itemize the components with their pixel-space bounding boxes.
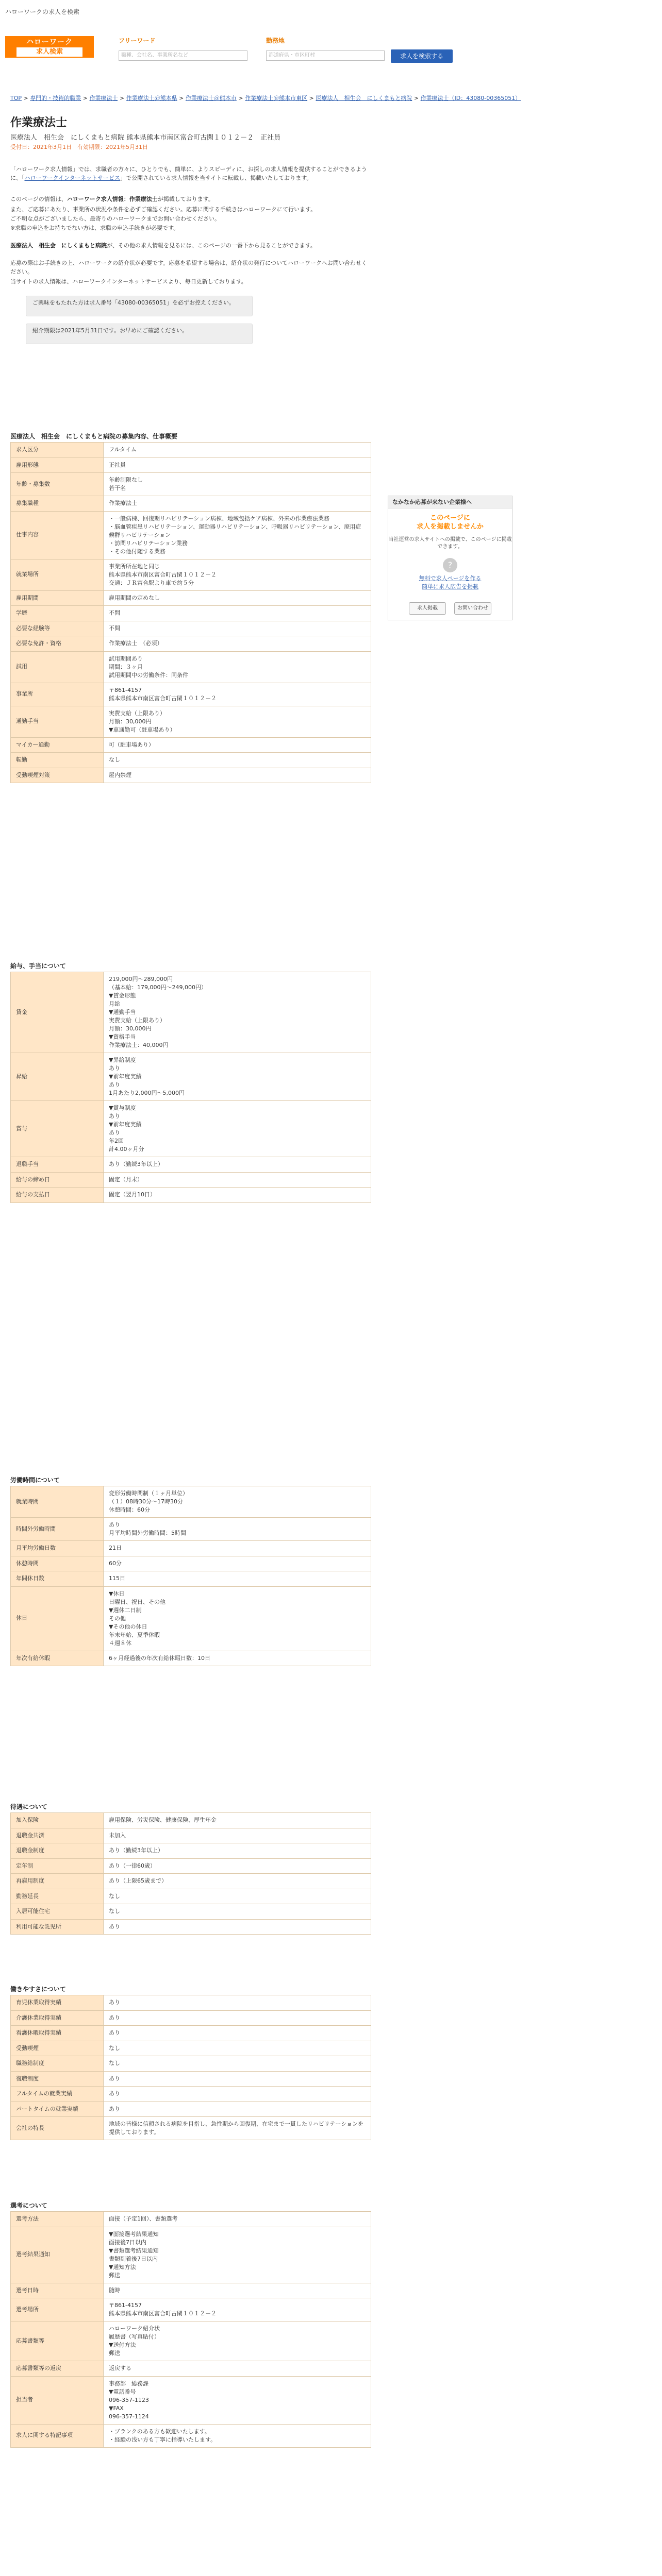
advertise-box-header: なかなか応募が来ない企業様へ — [388, 496, 512, 509]
table-row — [11, 2227, 371, 2283]
row-value: 〒861-4157 熊本県熊本市南区富合町古閑１０１２－２ — [104, 2298, 371, 2321]
row-label: パートタイムの就業実績 — [11, 2102, 104, 2117]
table-row — [11, 2041, 371, 2056]
row-value: ・一般病棟、回復期リハビリテーション病棟、地域包括ケア病棟、外来の作業療法業務 ・脳血管疾患リハビリテーション、運動器リハビリテーション、呼吸器リハビリテーション、廃用症候群リハビリテーション ・訪問リハビリテーション業務 ・その他付随する業務 — [104, 511, 371, 559]
site-logo[interactable] — [5, 36, 94, 58]
row-label: 事業所 — [11, 683, 104, 706]
breadcrumb-item[interactable]: 作業療法士＠熊本市東区 — [245, 95, 308, 101]
row-label: 昇給 — [11, 1053, 104, 1101]
row-label: 必要な免許・資格 — [11, 636, 104, 652]
breadcrumb-item[interactable]: 作業療法士 — [89, 95, 118, 101]
table-row — [11, 768, 371, 783]
row-value: 〒861-4157 熊本県熊本市南区富合町古閑１０１２－２ — [104, 683, 371, 706]
row-value: ▼面接選考結果通知 面接後7日以内 ▼書類選考結果通知 書類到着後7日以内 ▼通知方法 郵送 — [104, 2227, 371, 2283]
headline-line-2: 求人を掲載しませんか — [416, 523, 484, 531]
row-value: あり — [104, 1919, 371, 1935]
table-row — [11, 1904, 371, 1920]
post-job-button[interactable]: 求人掲載 — [409, 602, 446, 615]
table-row — [11, 2212, 371, 2227]
row-value: 21日 — [104, 1541, 371, 1556]
headline-line-1: このページに — [430, 514, 470, 522]
table-wage — [10, 972, 371, 1203]
row-value: あり — [104, 2010, 371, 2026]
row-value: 60分 — [104, 1556, 371, 1571]
table-row — [11, 511, 371, 559]
row-label: 時間外労働時間 — [11, 1518, 104, 1541]
row-value: 面接（予定1回）、書類選考 — [104, 2212, 371, 2227]
job-number-notice: ご興味をもたれた方は求人番号「43080-00365051」を必ずお控えください。 — [26, 296, 253, 316]
row-value: あり — [104, 2102, 371, 2117]
table-recruit — [10, 442, 371, 783]
row-value: あり — [104, 1995, 371, 2011]
row-label: 学歴 — [11, 606, 104, 621]
table-row — [11, 496, 371, 512]
table-row — [11, 1828, 371, 1843]
row-value: 115日 — [104, 1571, 371, 1587]
row-label: 必要な経験等 — [11, 621, 104, 636]
row-value: 試用期間あり 期間：３ヶ月 試用期間中の労働条件：同条件 — [104, 651, 371, 683]
row-label: 定年制 — [11, 1858, 104, 1874]
row-value: 事務部 総務課 ▼電話番号 096-357-1123 ▼FAX 096-357-1124 — [104, 2376, 371, 2424]
table-row — [11, 706, 371, 737]
table-row — [11, 606, 371, 621]
breadcrumb-item[interactable]: 作業療法士＠熊本県 — [126, 95, 177, 101]
breadcrumb-item[interactable]: 医療法人 相生会 にしくまもと病院 — [316, 95, 412, 101]
table-row — [11, 2087, 371, 2102]
table-row — [11, 1919, 371, 1935]
row-label: 雇用形態 — [11, 457, 104, 473]
logo-line-2: 求人検索 — [16, 47, 82, 57]
intro-paragraph-5: ※求職の申込をお持ちでない方は、求職の申込手続きが必要です。 — [10, 225, 179, 231]
row-value: フルタイム — [104, 443, 371, 458]
intro-paragraph-1 — [10, 165, 371, 182]
row-value: 実費支給（上限あり） 月額：30,000円 ▼車通勤可（駐車場あり） — [104, 706, 371, 737]
row-label: 通勤手当 — [11, 706, 104, 737]
advertise-links — [388, 574, 512, 591]
table-row — [11, 2321, 371, 2361]
row-label: 年次有給休暇 — [11, 1651, 104, 1666]
row-label: 選考方法 — [11, 2212, 104, 2227]
row-value: 不問 — [104, 621, 371, 636]
row-label: 就業場所 — [11, 559, 104, 590]
table-row — [11, 2056, 371, 2072]
row-label: 応募書類等 — [11, 2321, 104, 2361]
table-row — [11, 1157, 371, 1173]
row-label: マイカー通勤 — [11, 737, 104, 753]
table-row — [11, 1518, 371, 1541]
site-tagline: ハローワークの求人を検索 — [5, 8, 80, 15]
table-row — [11, 1889, 371, 1904]
row-label: 退職金共済 — [11, 1828, 104, 1843]
table-row — [11, 621, 371, 636]
location-label: 勤務地 — [266, 37, 285, 44]
row-label: 職務給制度 — [11, 2056, 104, 2072]
intro-text: 「ハローワーク求人情報」では、求職者の方々に、ひとりでも、簡単に、よりスピーディに、お探しの求人情報を提供することができるように、「 — [10, 166, 367, 181]
row-value: 雇用期間の定めなし — [104, 590, 371, 606]
row-label: 求人に関する特記事項 — [11, 2424, 104, 2447]
row-label: 受動喫煙 — [11, 2041, 104, 2056]
row-label: 選考場所 — [11, 2298, 104, 2321]
row-label: 仕事内容 — [11, 511, 104, 559]
table-row — [11, 683, 371, 706]
row-value: なし — [104, 753, 371, 768]
row-value: なし — [104, 1904, 371, 1920]
row-label: 月平均労働日数 — [11, 1541, 104, 1556]
row-value: 作業療法士 （必須） — [104, 636, 371, 652]
freeword-label: フリーワード — [119, 37, 156, 44]
row-value: 可（駐車場あり） — [104, 737, 371, 753]
section-title-apply: 選考について — [10, 2202, 47, 2209]
search-button[interactable]: 求人を検索する — [391, 49, 453, 63]
row-value: ▼賞与制度 あり ▼前年度実績 あり 年2回 計4.00ヶ月分 — [104, 1101, 371, 1157]
advertise-box-note: 当社運営の求人サイトへの掲載で、このページに掲載できます。 — [388, 537, 512, 550]
row-value: 雇用保険、労災保険、健康保険、厚生年金 — [104, 1813, 371, 1828]
row-label: 選考日時 — [11, 2283, 104, 2298]
freeword-input[interactable]: 職種、会社名、事業所名など — [119, 50, 247, 61]
intro-text: このページの情報は、 — [10, 196, 67, 202]
table-apply — [10, 2211, 371, 2448]
row-label: 受動喫煙対策 — [11, 768, 104, 783]
advertise-box-headline — [388, 514, 512, 531]
table-row — [11, 559, 371, 590]
row-label: 退職金制度 — [11, 1843, 104, 1859]
help-icon: ? — [443, 558, 457, 572]
table-row — [11, 2026, 371, 2041]
row-label: 介護休業取得実績 — [11, 2010, 104, 2026]
row-value: 正社員 — [104, 457, 371, 473]
table-row — [11, 1586, 371, 1651]
row-value: なし — [104, 1889, 371, 1904]
table-row — [11, 2071, 371, 2087]
row-label: 雇用期間 — [11, 590, 104, 606]
section-title-env: 働きやすさについて — [10, 1986, 66, 1993]
table-row — [11, 473, 371, 496]
intro-paragraph-8: 当サイトの求人情報は、ハローワークインターネットサービスより、毎日更新しております。 — [10, 278, 247, 285]
row-label: 選考結果通知 — [11, 2227, 104, 2283]
table-row — [11, 1172, 371, 1188]
table-row — [11, 1101, 371, 1157]
table-row — [11, 1556, 371, 1571]
row-value: 事業所所在地と同じ 熊本県熊本市南区富合町古閑１０１２－２ 交通：ＪＲ富合駅より車で約５分 — [104, 559, 371, 590]
table-row — [11, 1571, 371, 1587]
row-label: 賞与 — [11, 1101, 104, 1157]
row-label: 休憩時間 — [11, 1556, 104, 1571]
row-value: 地域の皆様に信頼される病院を目指し、急性期から回復期、在宅まで一貫したリハビリテーションを提供しております。 — [104, 2117, 371, 2140]
row-value: ▼休日 日曜日、祝日、その他 ▼週休二日制 その他 ▼その他の休日 年末年始、夏季休暇 ４週８休 — [104, 1586, 371, 1651]
row-label: 求人区分 — [11, 443, 104, 458]
section-title-recruit: 医療法人 相生会 にしくまもと病院の募集内容、仕事概要 — [10, 433, 178, 440]
location-input[interactable]: 都道府県・市区町村 — [266, 50, 385, 61]
table-row — [11, 753, 371, 768]
row-value: あり — [104, 2087, 371, 2102]
table-row — [11, 2361, 371, 2377]
create-page-link[interactable]: 無料で求人ページを作る — [419, 575, 482, 582]
table-row — [11, 1874, 371, 1889]
row-value: あり（上限65歳まで） — [104, 1874, 371, 1889]
hellowork-internet-link[interactable]: ハローワークインターネットサービス — [24, 175, 120, 181]
row-label: 勤務延長 — [11, 1889, 104, 1904]
table-row — [11, 737, 371, 753]
intro-text: 」で公開されている求人情報を当サイトに転載し、掲載いたしております。 — [120, 175, 312, 181]
intro-paragraph-7: 応募の際はお手続きの上、ハローワークの紹介状が必要です。応募を希望する場合は、紹介状の発行についてハローワークへお問い合わせください。 — [10, 260, 367, 275]
row-label: 試用 — [11, 651, 104, 683]
job-dates: 受付日：2021年3月1日 有効期限：2021年5月31日 — [10, 144, 148, 150]
table-row — [11, 1995, 371, 2011]
intro-emphasis: 医療法人 相生会 にしくまもと病院 — [10, 242, 107, 249]
row-label: 転勤 — [11, 753, 104, 768]
row-label: 休日 — [11, 1586, 104, 1651]
breadcrumb-item[interactable]: 作業療法士（ID：43080-00365051） — [420, 95, 521, 101]
table-welfare — [10, 1812, 371, 1935]
intro-paragraph-2 — [10, 195, 371, 204]
row-value: あり — [104, 2071, 371, 2087]
row-label: 利用可能な託児所 — [11, 1919, 104, 1935]
page-title: 作業療法士 — [10, 116, 68, 129]
breadcrumb-item[interactable]: 作業療法士＠熊本市 — [185, 95, 237, 101]
row-label: 年間休日数 — [11, 1571, 104, 1587]
table-row — [11, 972, 371, 1053]
intro-paragraph-4: ご不明な点がございましたら、最寄りのハローワークまでお問い合わせください。 — [10, 215, 220, 222]
logo-line-1: ハローワーク — [26, 38, 73, 46]
row-value: あり（勤続3年以上） — [104, 1843, 371, 1859]
table-row — [11, 2376, 371, 2424]
row-value: 屋内禁煙 — [104, 768, 371, 783]
table-row — [11, 2117, 371, 2140]
intro-text: が、その他の求人情報を見るには、このページの一番下から見ることができます。 — [107, 242, 316, 249]
table-row — [11, 1858, 371, 1874]
row-value: ハローワーク紹介状 履歴書（写真貼付） ▼送付方法 郵送 — [104, 2321, 371, 2361]
row-value: 年齢制限なし 若干名 — [104, 473, 371, 496]
post-ad-link[interactable]: 簡単に求人広告を掲載 — [422, 583, 478, 590]
table-row — [11, 1486, 371, 1518]
row-value: あり（勤続3年以上） — [104, 1157, 371, 1173]
table-row — [11, 1651, 371, 1666]
table-row — [11, 1843, 371, 1859]
company-line: 医療法人 相生会 にしくまもと病院 熊本県熊本市南区富合町古閑１０１２－２ 正社員 — [10, 134, 281, 142]
row-value: 未加入 — [104, 1828, 371, 1843]
table-time — [10, 1486, 371, 1666]
row-label: 給与の締め日 — [11, 1172, 104, 1188]
row-label: 募集職種 — [11, 496, 104, 512]
row-label: 育児休業取得実績 — [11, 1995, 104, 2011]
table-row — [11, 1813, 371, 1828]
table-row — [11, 2424, 371, 2447]
row-label: 復職制度 — [11, 2071, 104, 2087]
table-row — [11, 2102, 371, 2117]
advertise-box — [388, 496, 512, 620]
contact-button[interactable]: お問い合わせ — [454, 602, 491, 615]
row-label: 入居可能住宅 — [11, 1904, 104, 1920]
breadcrumb-item[interactable]: 専門的・技術的職業 — [30, 95, 81, 101]
row-label: フルタイムの就業実績 — [11, 2087, 104, 2102]
row-label: 退職手当 — [11, 1157, 104, 1173]
row-label: 応募書類等の返戻 — [11, 2361, 104, 2377]
table-row — [11, 443, 371, 458]
intro-text: が掲載しております。 — [157, 196, 214, 202]
row-value: なし — [104, 2041, 371, 2056]
intro-emphasis: ハローワーク求人情報：作業療法士 — [67, 196, 158, 202]
intro-paragraph-3: また、ご応募にあたり、事業所の状況や条件を必ずご確認ください。応募に関する手続きはハローワークにて行います。 — [10, 206, 317, 213]
row-value: 固定（月末） — [104, 1172, 371, 1188]
table-row — [11, 651, 371, 683]
row-value: 返戻する — [104, 2361, 371, 2377]
expiry-notice: 紹介期限は2021年5月31日です。お早めにご確認ください。 — [26, 324, 253, 344]
row-value: 不問 — [104, 606, 371, 621]
table-row — [11, 1541, 371, 1556]
row-value: あり（一律60歳） — [104, 1858, 371, 1874]
row-value: 固定（翌月10日） — [104, 1188, 371, 1203]
row-value: あり 月平均時間外労働時間：5時間 — [104, 1518, 371, 1541]
breadcrumb-item[interactable]: TOP — [10, 95, 22, 101]
row-label: 看護休暇取得実績 — [11, 2026, 104, 2041]
row-label: 会社の特長 — [11, 2117, 104, 2140]
row-value: 随時 — [104, 2283, 371, 2298]
row-value: 変形労働時間制（１ヶ月単位） （１）08時30分〜17時30分 休憩時間：60分 — [104, 1486, 371, 1518]
row-value: 作業療法士 — [104, 496, 371, 512]
row-value: 219,000円〜289,000円 （基本給：179,000円〜249,000円） ▼賃金形態 月給 ▼通勤手当 実費支給（上限あり） 月額：30,000円 ▼資格手当 作業療法士：40,000円 — [104, 972, 371, 1053]
table-row — [11, 2298, 371, 2321]
intro-paragraph-6 — [10, 241, 371, 250]
table-row — [11, 636, 371, 652]
table-row — [11, 1053, 371, 1101]
breadcrumb: TOP > 専門的・技術的職業 > 作業療法士 > 作業療法士＠熊本県 > 作業療法士＠熊本市 > 作業療法士＠熊本市東区 > 医療法人 相生会 にしくまもと病院 > 作業療法士（ID：43080-00365051） — [10, 95, 521, 101]
section-title-welfare: 待遇について — [10, 1803, 47, 1810]
row-value: あり — [104, 2026, 371, 2041]
row-label: 年齢・募集数 — [11, 473, 104, 496]
table-row — [11, 590, 371, 606]
row-value: 6ヶ月経過後の年次有給休暇日数：10日 — [104, 1651, 371, 1666]
table-row — [11, 457, 371, 473]
table-env — [10, 1995, 371, 2140]
table-row — [11, 2283, 371, 2298]
row-value: ・ブランクのある方も歓迎いたします。 ・経験の浅い方も丁寧に指導いたします。 — [104, 2424, 371, 2447]
table-row — [11, 1188, 371, 1203]
section-title-wage: 給与、手当について — [10, 962, 66, 970]
row-label: 給与の支払日 — [11, 1188, 104, 1203]
section-title-time: 労働時間について — [10, 1477, 60, 1484]
row-label: 加入保険 — [11, 1813, 104, 1828]
row-label: 再雇用制度 — [11, 1874, 104, 1889]
row-label: 担当者 — [11, 2376, 104, 2424]
row-value: ▼昇給制度 あり ▼前年度実績 あり 1月あたり2,000円〜5,000円 — [104, 1053, 371, 1101]
table-row — [11, 2010, 371, 2026]
row-label: 賃金 — [11, 972, 104, 1053]
row-label: 就業時間 — [11, 1486, 104, 1518]
row-value: なし — [104, 2056, 371, 2072]
